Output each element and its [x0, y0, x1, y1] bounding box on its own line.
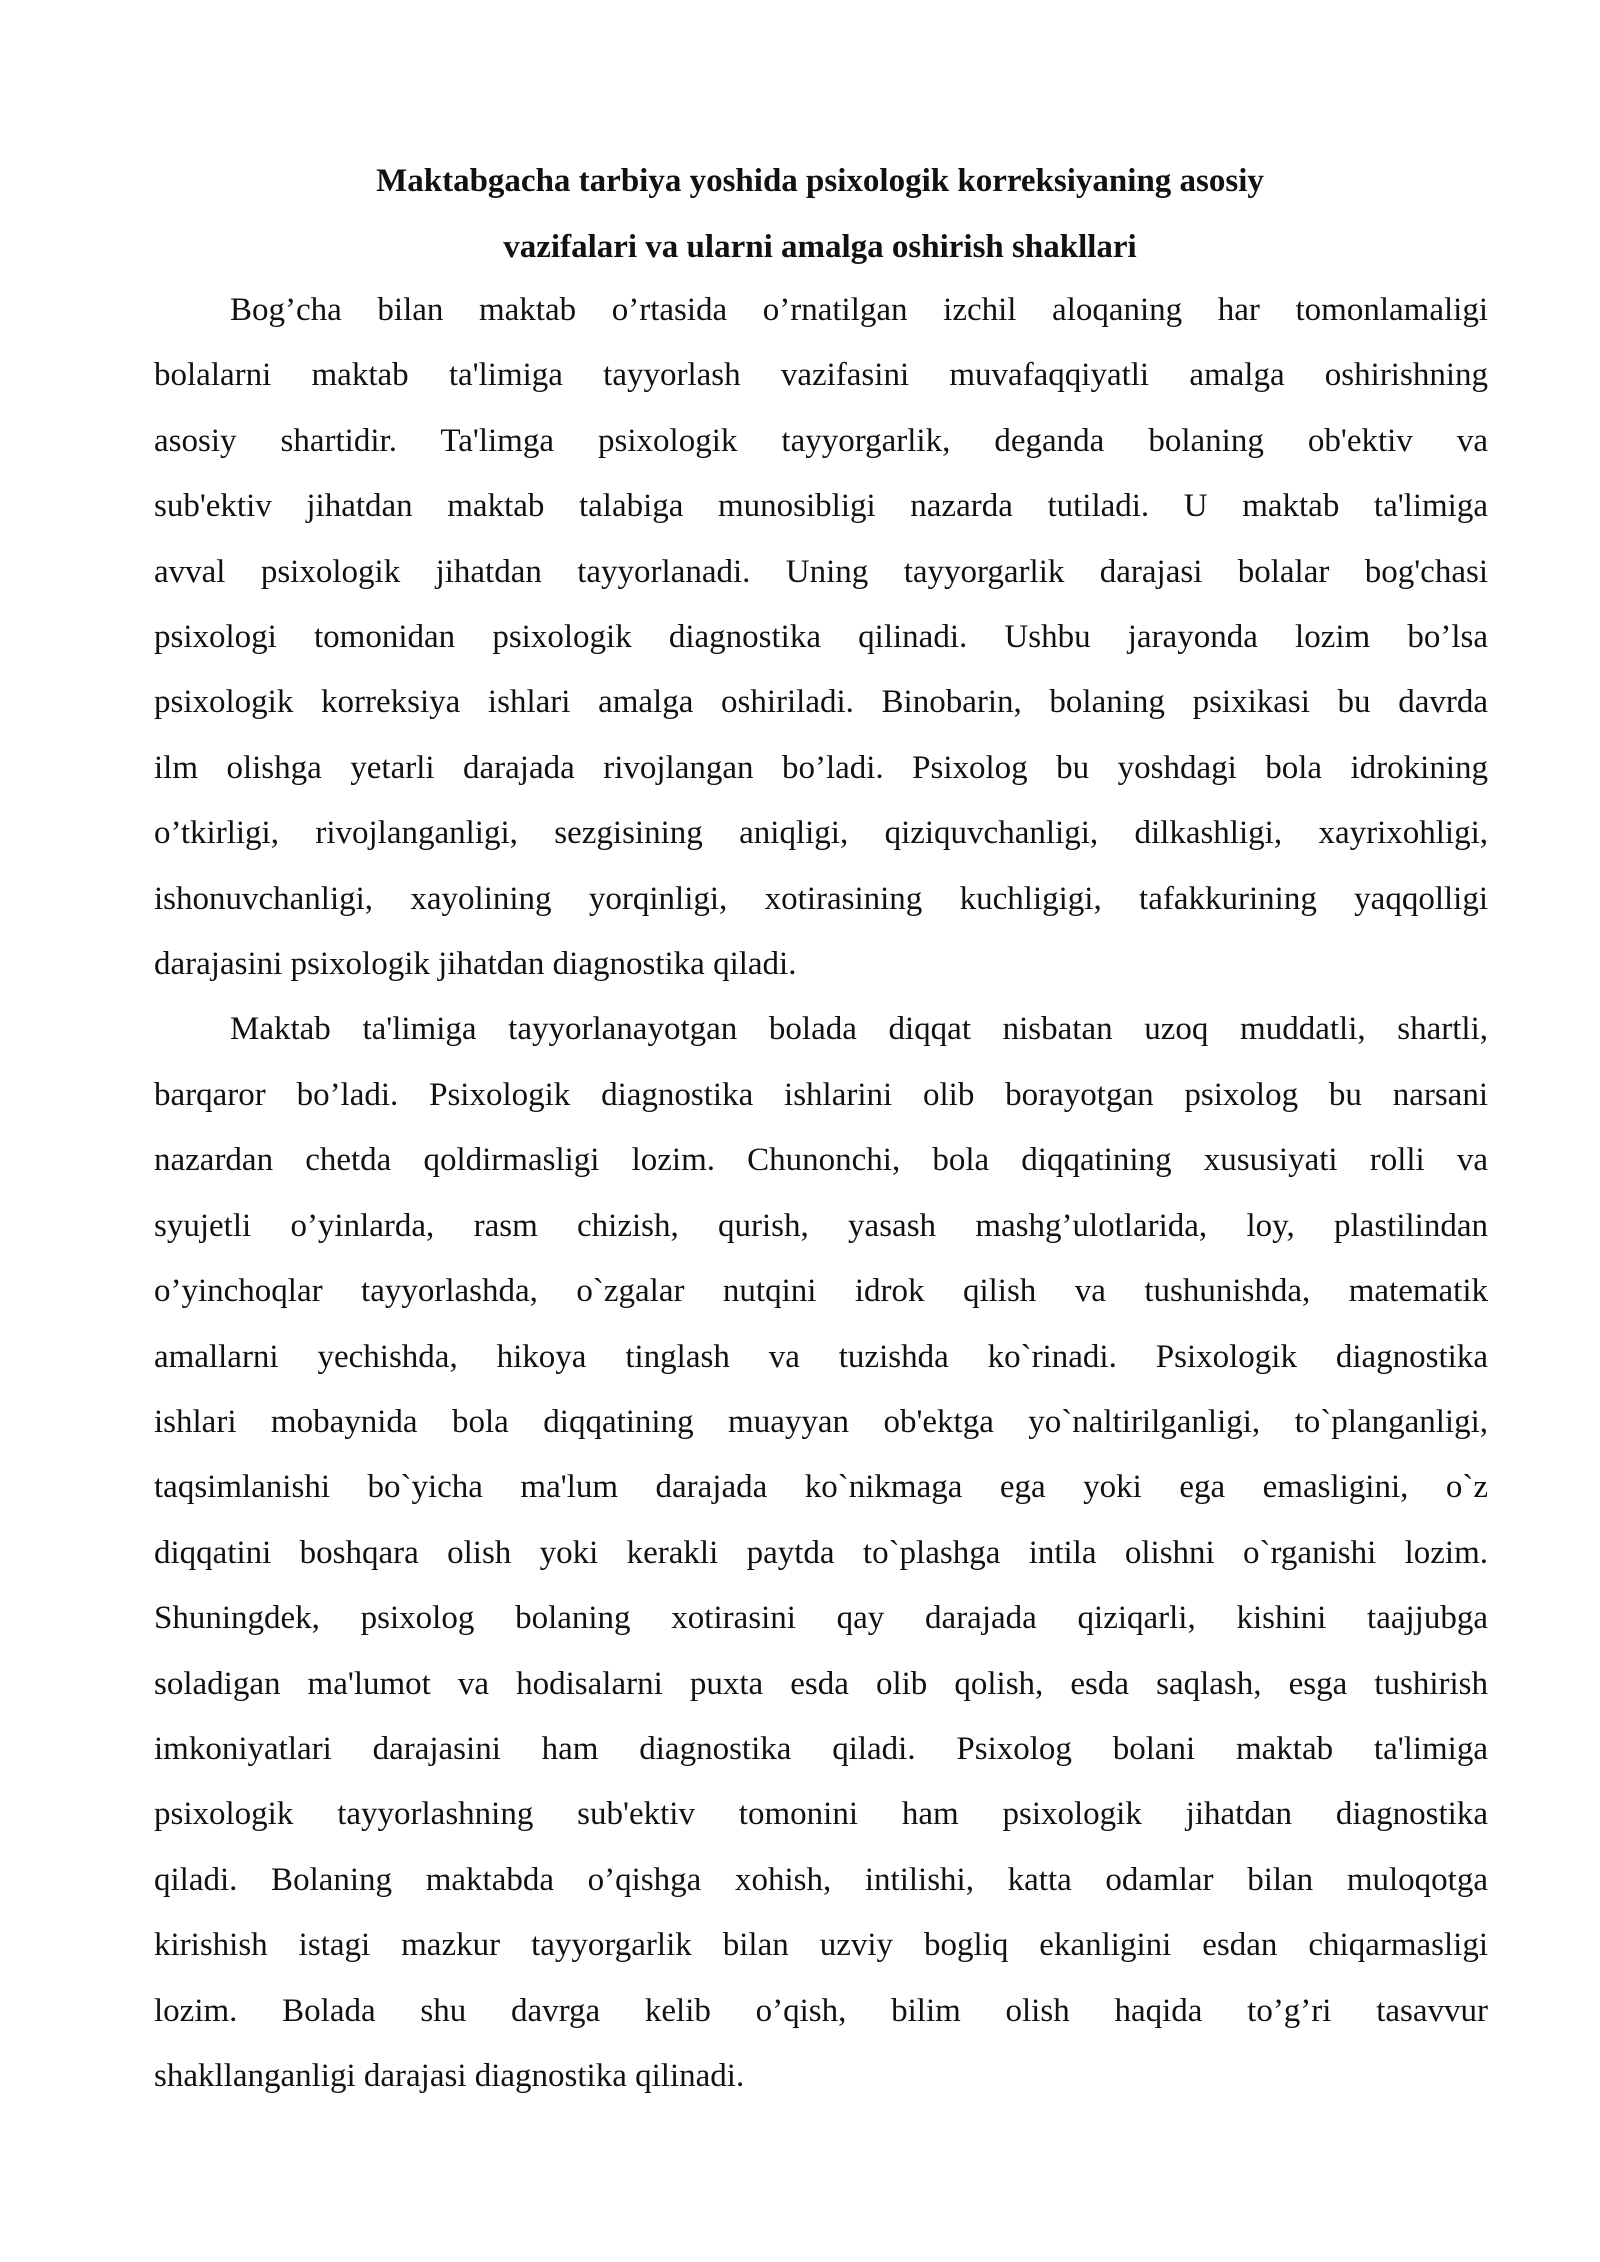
paragraph-line: asosiy shartidir. Ta'limga psixologik tayyorgarlik, deganda bolaning ob'ektiv va [154, 422, 1488, 459]
paragraph-line: Maktab ta'limiga tayyorlanayotgan bolada diqqat nisbatan uzoq muddatli, shartli, [230, 1011, 1488, 1048]
paragraph-line: Bog’cha bilan maktab o’rtasida o’rnatilgan izchil aloqaning har tomonlamaligi [230, 292, 1488, 328]
paragraph-line: qiladi. Bolaning maktabda o’qishga xohish, intilishi, katta odamlar bilan muloqotga [154, 1861, 1488, 1898]
paragraph-line: ilm olishga yetarli darajada rivojlangan bo’ladi. Psixolog bu yoshdagi bola idrokining [154, 749, 1488, 786]
paragraph-line: shakllanganligi darajasi diagnostika qilinadi. [154, 2057, 745, 2094]
paragraph-line: taqsimlanishi bo`yicha ma'lum darajada ko`nikmaga ega yoki ega emasligini, o`z [154, 1469, 1488, 1506]
paragraph-line: ishlari mobaynida bola diqqatining muayyan ob'ektga yo`naltirilganligi, to`planganligi, [154, 1403, 1488, 1440]
title-line: Maktabgacha tarbiya yoshida psixologik korreksiyaning asosiy [376, 163, 1264, 199]
paragraph-line: syujetli o’yinlarda, rasm chizish, qurish, yasash mashg’ulotlarida, loy, plastilindan [154, 1207, 1488, 1244]
paragraph-line: imkoniyatlari darajasini ham diagnostika qiladi. Psixolog bolani maktab ta'limiga [154, 1730, 1488, 1767]
paragraph-line: o’tkirligi, rivojlanganligi, sezgisining aniqligi, qiziquvchanligi, dilkashligi, xayrixohligi, [154, 815, 1488, 852]
paragraph-line: barqaror bo’ladi. Psixologik diagnostika ishlarini olib borayotgan psixolog bu narsani [154, 1076, 1488, 1113]
paragraph-line: nazardan chetda qoldirmasligi lozim. Chunonchi, bola diqqatining xususiyati rolli va [154, 1142, 1488, 1179]
paragraph-line: o’yinchoqlar tayyorlashda, o`zgalar nutqini idrok qilish va tushunishda, matematik [154, 1273, 1488, 1310]
paragraph-line: amallarni yechishda, hikoya tinglash va tuzishda ko`rinadi. Psixologik diagnostika [154, 1338, 1488, 1375]
paragraph-line: diqqatini boshqara olish yoki kerakli paytda to`plashga intila olishni o`rganishi lozim. [154, 1534, 1488, 1571]
paragraph-line: darajasini psixologik jihatdan diagnostika qiladi. [154, 946, 797, 983]
paragraph-1 [154, 278, 1488, 997]
paragraph-line: ishonuvchanligi, xayolining yorqinligi, xotirasining kuchligigi, tafakkurining yaqqolligi [154, 880, 1488, 917]
paragraph-line: kirishish istagi mazkur tayyorgarlik bilan uzviy bogliq ekanligini esdan chiqarmasligi [154, 1927, 1488, 1964]
paragraph-line: psixologi tomonidan psixologik diagnostika qilinadi. Ushbu jarayonda lozim bo’lsa [154, 619, 1488, 656]
paragraph-line: psixologik korreksiya ishlari amalga oshiriladi. Binobarin, bolaning psixikasi bu davrda [154, 684, 1488, 721]
paragraph-line: psixologik tayyorlashning sub'ektiv tomonini ham psixologik jihatdan diagnostika [154, 1796, 1488, 1833]
paragraph-line: avval psixologik jihatdan tayyorlanadi. Uning tayyorgarlik darajasi bolalar bog'chasi [154, 553, 1488, 590]
paragraph-line: bolalarni maktab ta'limiga tayyorlash vazifasini muvafaqqiyatli amalga oshirishning [154, 357, 1488, 394]
paragraph-line: Shuningdek, psixolog bolaning xotirasini qay darajada qiziqarli, kishini taajjubga [154, 1600, 1488, 1637]
paragraph-2 [154, 997, 1488, 2109]
paragraph-line: sub'ektiv jihatdan maktab talabiga munosibligi nazarda tutiladi. U maktab ta'limiga [154, 488, 1488, 525]
paragraph-line: lozim. Bolada shu davrga kelib o’qish, bilim olish haqida to’g’ri tasavvur [154, 1992, 1488, 2029]
document-body [154, 278, 1488, 2109]
paragraph-line: soladigan ma'lumot va hodisalarni puxta esda olib qolish, esda saqlash, esga tushirish [154, 1665, 1488, 1702]
title-line: vazifalari va ularni amalga oshirish shakllari [503, 229, 1137, 265]
document-title [150, 148, 1490, 280]
